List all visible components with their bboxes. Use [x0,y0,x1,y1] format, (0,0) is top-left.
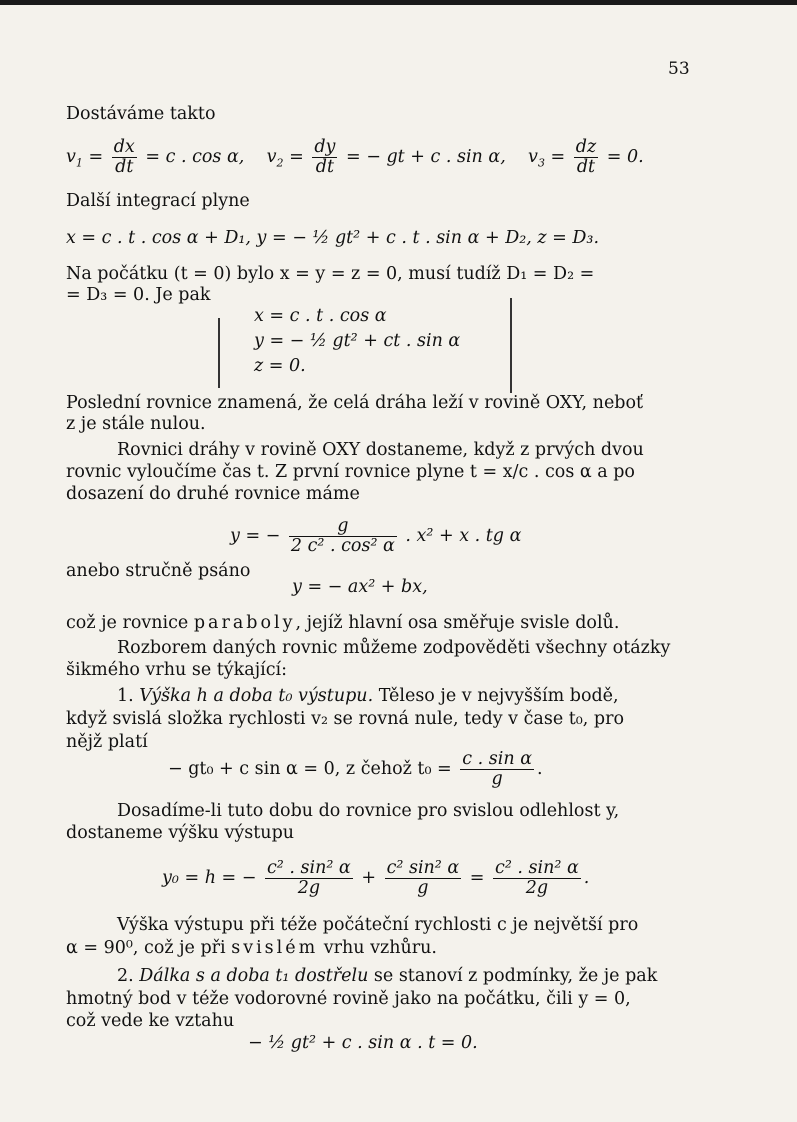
system-bracket-left [218,318,220,388]
system-eq-x: x = c . t . cos α [254,306,387,326]
equation-max-height: y₀ = h = − $\frac{\text{c² . sin² α}}{2g}$ + $\frac{\text{c² sin² α}}{g}$ = $\frac{\text{c² . sin² α}}{2g}$ . [162,858,590,898]
text-line: nějž platí [66,732,148,752]
text-line: Poslední rovnice znamená, že celá dráha leží v rovině OXY, neboť [66,393,644,413]
section-heading-line: 2. Dálka s a doba t₁ dostřelu se stanoví z podmínky, že je pak [117,966,658,986]
page-number: 53 [668,59,690,79]
text-line: α = 90⁰, což je při svislém vrhu vzhůru. [66,938,437,958]
text-line: rovnic vyloučíme čas t. Z první rovnice plyne t = x/c . cos α a po [66,462,635,482]
equation-positions: x = c . t . cos α + D₁, y = − ½ gt² + c . t . sin α + D₂, z = D₃. [66,228,600,248]
text-line: což vede ke vztahu [66,1011,235,1031]
text-line: dostaneme výšku výstupu [66,823,295,843]
text-line: což je rovnice paraboly, jejíž hlavní osa směřuje svisle dolů. [66,613,620,633]
system-eq-z: z = 0. [254,356,306,376]
equation-parabola: y = − ax² + bx, [292,577,428,597]
text-line: šikmého vrhu se týkající: [66,660,288,680]
text-line: Výška výstupu při téže počáteční rychlosti c je největší pro [117,915,639,935]
system-bracket-right [510,298,512,393]
text-line: z je stále nulou. [66,414,206,434]
fraction-h2: $\frac{\text{c² sin² α}}{g}$ [386,858,460,898]
fraction-trajectory: $\frac{g}{\text{2 c² . cos² α}}$ [290,516,395,556]
equation-velocities: $v_1$ = $\frac{dx}{dt}$ = c . cos α, $v_2$ = $\frac{dy}{dt}$ = − gt + c . sin α, $v_3$ = $\frac{dz}{dt}$ = 0. [66,137,644,177]
text-line: hmotný bod v téže vodorovné rovině jako na počátku, čili y = 0, [66,989,631,1009]
system-eq-y: y = − ½ gt² + ct . sin α [254,331,461,351]
text-line: dosazení do druhé rovnice máme [66,484,360,504]
equation-trajectory: y = − $\frac{g}{\text{2 c² . cos² α}}$ . x² + x . tg α [230,516,522,556]
text-line: když svislá složka rychlosti v₂ se rovná nule, tedy v čase t₀, pro [66,709,625,729]
fraction-dz-dt: $\frac{dz}{dt}$ [575,137,597,177]
fraction-dx-dt: $\frac{dx}{dt}$ [113,137,135,177]
text-line: Dosadíme-li tuto dobu do rovnice pro svislou odlehlost y, [117,801,620,821]
equation-time-of-ascent: − gt₀ + c sin α = 0, z čehož t₀ = $\frac{\text{c . sin α}}{g}$ . [168,749,543,789]
text-line: Další integrací plyne [66,191,250,211]
text-line: Rozborem daných rovnic můžeme zodpověděti všechny otázky [117,638,671,658]
fraction-t0: $\frac{\text{c . sin α}}{g}$ [462,749,533,789]
fraction-dy-dt: $\frac{dy}{dt}$ [314,137,336,177]
text-line: Na počátku (t = 0) bylo x = y = z = 0, musí tudíž D₁ = D₂ = [66,264,595,284]
section-heading-line: 1. Výška h a doba t₀ výstupu. Těleso je v nejvyšším bodě, [117,686,619,706]
fraction-h3: $\frac{\text{c² . sin² α}}{2g}$ [495,858,579,898]
fraction-h1: $\frac{\text{c² . sin² α}}{2g}$ [267,858,351,898]
text-line: anebo stručně psáno [66,561,251,581]
text-line: Rovnici dráhy v rovině OXY dostaneme, když z prvých dvou [117,440,644,460]
text-line: = D₃ = 0. Je pak [66,285,211,305]
text-line: Dostáváme takto [66,104,216,124]
equation-range: − ½ gt² + c . sin α . t = 0. [248,1033,478,1053]
